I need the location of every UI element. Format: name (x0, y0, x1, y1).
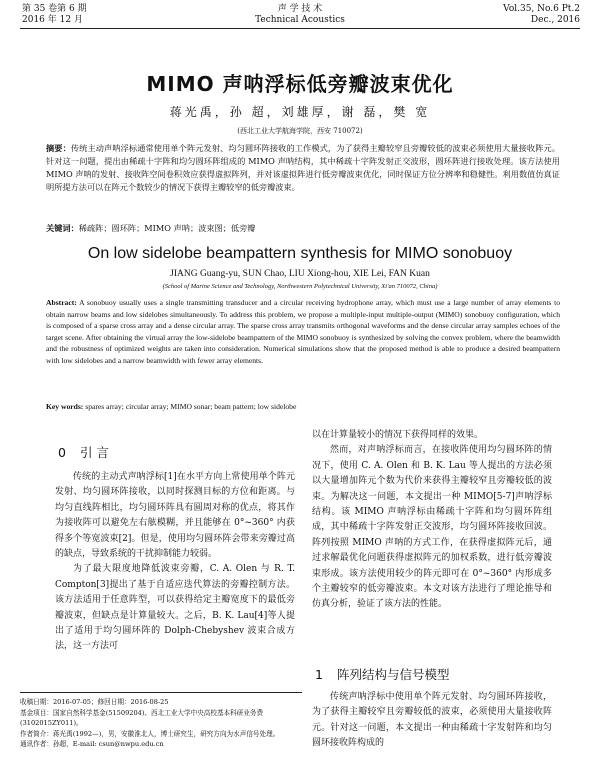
intro-paragraph-1: 传统的主动式声呐浮标[1]在水平方向上常使用单个阵元发射、均匀圆环阵接收，以同时探测目标的方位和距离。与均匀直线阵相比，均匀圆环阵具有圆周对称的优点，将其作为接收阵可以避免左右舷模糊，并且能够在 0°~360° 内获得多个等宽波束[2]。但是，使用均匀圆环阵会带来旁瓣过高的缺点，导致系统的干扰抑制能力较弱。 (55, 472, 295, 560)
intro-paragraph-2: 为了最大限度地降低波束旁瓣，C. A. Olen 与 R. T. Compton[3]提出了基于自适应迭代算法的旁瓣控制方法。该方法适用于任意阵型，可以获得给定主瓣宽度下的最低旁瓣波束，但缺点是计算量较大。之后，B. K. Lau[4]等人提出了适用于均匀圆环阵的 Dolph-Chebyshev 波束合成方法，这一方法可 (55, 564, 295, 652)
section-heading-introduction (58, 443, 109, 461)
section-1-body (312, 690, 552, 752)
keywords-en (46, 401, 560, 413)
section-1-paragraph-1: 传统声呐浮标中使用单个阵元发射、均匀圆环阵接收，为了获得主瓣较窄且旁瓣较低的波束，必须使用大量接收阵元。针对这一问题，本文提出一种由稀疏十字发射阵和均匀圆环接收阵构成的 (312, 692, 552, 749)
affiliation-en: (School of Marine Science and Technology, Northwestern Polytechnical University, Xi'an 710072, China) (162, 283, 438, 290)
abstract-cn (46, 142, 560, 194)
journal-issue-header (503, 4, 580, 26)
intro-paragraph-3: 然而，对声呐浮标而言，在接收阵使用均匀圆环阵的情况下，使用 C. A. Olen 和 B. K. Lau 等人提出的方法必须以大量增加阵元个数为代价来获得主瓣较窄且旁瓣较低的波束。为解决这一问题，本文提出一种 MIMO[5-7]声呐浮标结构。该 MIMO 声呐浮标由稀疏十字阵和均匀圆环阵组成，其中稀疏十字阵发射正交波形，均匀圆环阵接收回波。阵列按照 MIMO 声呐的方式工作，在获得虚拟阵元后，通过求解最优化问题获得虚拟阵元的加权系数，进行低旁瓣波束形成。该方法使用较少的阵元即可在 0°~360° 内形成多个主瓣较窄的低旁瓣波束。本文对该方法进行了理论推导和仿真分析，验证了该方法的性能。 (312, 445, 552, 610)
abstract-en-label: Abstract: (46, 298, 77, 307)
footnote-contact: 通讯作者：孙超，E-mail: csun@nwpu.edu.cn (20, 740, 164, 749)
authors-cn: 蒋光禹，孙 超，刘雄厚，谢 磊，樊 宽 (169, 105, 431, 119)
footnote-rule (20, 692, 302, 693)
paper-title-cn: MIMO 声呐浮标低旁瓣波束优化 (146, 72, 454, 96)
left-column (55, 470, 295, 655)
journal-name-cn: 声 学 技 术 (277, 4, 323, 14)
keywords-cn (46, 222, 560, 235)
abstract-en-text: A sonobuoy usually uses a single transmitting transducer and a circular receiving hydrophone array, which must use a large number of array elements to obtain narrow beams and low sidelobes simultaneously. To address this problem, we propose a multiple-input multiple-output (MIMO) sonobuoy configuration, which is composed of a sparse cross array and a dense circular array. The sparse cross array transmits orthogonal waveforms and the dense circular array samples echoes of the target scene. After obtaining the virtual array the low-sidelobe beampattern of the MIMO sonobuoy is synthesized by solving the convex problem, where the beamwidth and the robustness of optimized weights are taken into consideration. Numerical simulations show that the proposed method is able to produce a desired beampattern with low sidelobes and a narrow beamwidth with fewer array elements. (46, 298, 561, 365)
keywords-cn-label: 关键词： (46, 223, 79, 233)
date-line: 2016 年 12 月 (22, 15, 83, 25)
section-title: 引 言 (79, 445, 109, 460)
footnote-author: 作者简介：蒋光禹(1992—)，男，安徽淮北人，博士研究生，研究方向为水声信号处理。 (20, 729, 280, 738)
header-rule (20, 28, 580, 29)
keywords-en-text: spares array; circular array; MIMO sonar; beam pattern; low sidelobe (85, 402, 297, 411)
section-number: 0 (58, 445, 66, 460)
footnotes (20, 697, 302, 750)
volume-line: 第 35 卷第 6 期 (22, 4, 87, 14)
intro-paragraph-2-continued: 以在计算量较小的情况下获得同样的效果。 (312, 430, 484, 440)
abstract-en (46, 297, 560, 367)
journal-name-en: Technical Acoustics (255, 15, 345, 25)
footnote-fund: 基金项目：国家自然科学基金(51509204)、西北工业大学中央高校基本科研业务费(3102015ZY011)。 (20, 708, 264, 728)
keywords-en-label: Key words: (46, 402, 84, 411)
authors-en: JIANG Guang-yu, SUN Chao, LIU Xiong-hou, XIE Lei, FAN Kuan (170, 269, 430, 279)
section-heading-array-structure (315, 665, 449, 683)
abstract-cn-label: 摘要： (46, 143, 71, 153)
footnote-received: 收稿日期：2016-07-05；修回日期：2016-08-25 (20, 698, 169, 706)
issue-date-line: Dec., 2016 (530, 15, 580, 25)
section-number: 1 (315, 667, 323, 682)
paper-title-en: On low sidelobe beampattern synthesis for MIMO sonobuoy (87, 245, 513, 262)
affiliation-cn: (西北工业大学航海学院，西安 710072) (237, 127, 363, 135)
abstract-cn-text: 传统主动声呐浮标通常使用单个阵元发射、均匀圆环阵接收的工作模式，为了获得主瓣较窄且旁瓣较低的波束必须使用大量接收阵元。针对这一问题，提出由稀疏十字阵和均匀圆环阵组成的 MIMO 声呐结构，其中稀疏十字阵发射正交波形，圆环阵进行接收处理。该方法使用 MIMO 声呐的发射、接收阵空间卷积效应获得虚拟阵列，并对该虚拟阵进行低旁瓣波束优化，同时保证方位分辨率和稳健性。利用数值仿真证明所提方法可以在阵元个数较少的情况下获得主瓣较窄的低旁瓣波束。 (46, 143, 560, 192)
section-title: 阵列结构与信号模型 (336, 667, 450, 682)
keywords-cn-text: 稀疏阵；圆环阵；MIMO 声呐；波束图；低旁瓣 (78, 223, 256, 233)
right-column (312, 428, 552, 613)
issue-line: Vol.35, No.6 Pt.2 (503, 4, 580, 14)
